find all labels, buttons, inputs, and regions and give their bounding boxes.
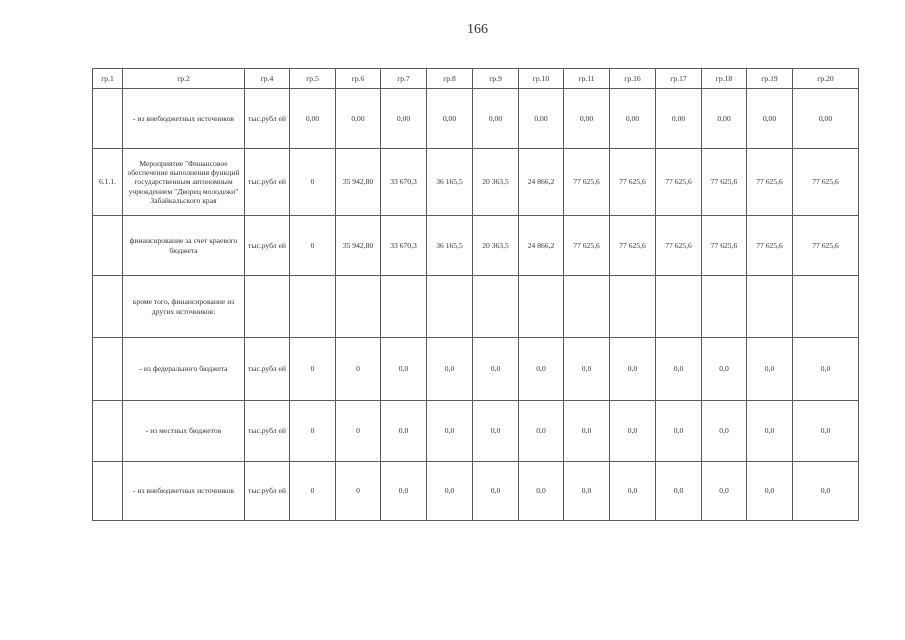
value-cell: 0,0 — [747, 462, 793, 521]
table-row — [93, 216, 859, 276]
table-row — [93, 462, 859, 521]
row-unit: тыс.рубл ей — [245, 462, 290, 521]
value-cell: 0,0 — [427, 338, 473, 401]
value-cell — [290, 276, 336, 338]
row-unit: тыс.рубл ей — [245, 338, 290, 401]
column-header: гр.6 — [336, 69, 381, 89]
value-cell: 0 — [290, 216, 336, 276]
value-cell: 0,0 — [519, 401, 564, 462]
value-cell: 77 625,6 — [747, 216, 793, 276]
value-cell: 0,0 — [381, 401, 427, 462]
value-cell: 0,0 — [702, 462, 747, 521]
value-cell: 77 625,6 — [793, 149, 859, 216]
value-cell: 0,00 — [381, 89, 427, 149]
row-name: - из местных бюджетов — [123, 401, 245, 462]
value-cell: 0,00 — [336, 89, 381, 149]
value-cell — [656, 276, 702, 338]
value-cell: 0 — [336, 462, 381, 521]
value-cell: 0,00 — [290, 89, 336, 149]
row-unit: тыс.рубл ей — [245, 149, 290, 216]
value-cell: 20 363,5 — [473, 216, 519, 276]
column-header: гр.10 — [519, 69, 564, 89]
table-row — [93, 89, 859, 149]
column-header: гр.9 — [473, 69, 519, 89]
row-unit: тыс.рубл ей — [245, 401, 290, 462]
value-cell: 0,0 — [381, 462, 427, 521]
value-cell — [793, 276, 859, 338]
value-cell: 24 866,2 — [519, 149, 564, 216]
page-number: 166 — [467, 22, 488, 37]
column-header: гр.18 — [702, 69, 747, 89]
value-cell: 0 — [336, 401, 381, 462]
value-cell: 0,0 — [427, 401, 473, 462]
value-cell — [702, 276, 747, 338]
row-number — [93, 89, 123, 149]
value-cell — [564, 276, 610, 338]
value-cell: 0,00 — [564, 89, 610, 149]
value-cell — [381, 276, 427, 338]
value-cell: 0,0 — [656, 401, 702, 462]
value-cell: 0,00 — [427, 89, 473, 149]
value-cell: 0,0 — [747, 401, 793, 462]
value-cell: 0,0 — [793, 462, 859, 521]
value-cell: 0,0 — [610, 401, 656, 462]
row-name: - из внебюджетных источников — [123, 89, 245, 149]
value-cell: 20 363,5 — [473, 149, 519, 216]
value-cell: 0,0 — [656, 338, 702, 401]
row-name: - из федерального бюджета — [123, 338, 245, 401]
value-cell: 36 165,5 — [427, 149, 473, 216]
value-cell: 0,00 — [793, 89, 859, 149]
table-row — [93, 149, 859, 216]
value-cell: 0,0 — [564, 401, 610, 462]
value-cell: 0,0 — [564, 462, 610, 521]
value-cell: 0,00 — [473, 89, 519, 149]
value-cell: 0 — [290, 462, 336, 521]
value-cell: 77 625,6 — [564, 216, 610, 276]
value-cell: 0,0 — [702, 401, 747, 462]
column-header: гр.5 — [290, 69, 336, 89]
value-cell: 77 625,6 — [702, 216, 747, 276]
column-header: гр.17 — [656, 69, 702, 89]
value-cell: 0,0 — [473, 338, 519, 401]
row-name: кроме того, финансирование из других источников: — [123, 276, 245, 338]
value-cell: 35 942,80 — [336, 216, 381, 276]
row-number — [93, 462, 123, 521]
value-cell — [427, 276, 473, 338]
column-header: гр.4 — [245, 69, 290, 89]
value-cell: 0,0 — [793, 401, 859, 462]
value-cell: 77 625,6 — [793, 216, 859, 276]
row-number: 6.1.1. — [93, 149, 123, 216]
value-cell: 0,00 — [519, 89, 564, 149]
row-unit: тыс.рубл ей — [245, 89, 290, 149]
value-cell: 0,0 — [793, 338, 859, 401]
value-cell: 0,0 — [702, 338, 747, 401]
table-row — [93, 276, 859, 338]
row-name: Мероприятие "Финансовое обеспечение выполнения функций государственным автономным учреждением "Дворец молодежи" Забайкальского края — [123, 149, 245, 216]
value-cell: 0,00 — [702, 89, 747, 149]
value-cell: 0,0 — [564, 338, 610, 401]
value-cell: 77 625,6 — [656, 216, 702, 276]
row-number — [93, 338, 123, 401]
column-header: гр.19 — [747, 69, 793, 89]
value-cell: 35 942,80 — [336, 149, 381, 216]
value-cell: 33 670,3 — [381, 149, 427, 216]
column-header: гр.16 — [610, 69, 656, 89]
row-number — [93, 401, 123, 462]
value-cell: 0,00 — [747, 89, 793, 149]
value-cell: 33 670,3 — [381, 216, 427, 276]
value-cell: 0 — [290, 338, 336, 401]
value-cell: 0,0 — [473, 462, 519, 521]
value-cell: 0,0 — [473, 401, 519, 462]
column-header: гр.8 — [427, 69, 473, 89]
value-cell: 24 866,2 — [519, 216, 564, 276]
value-cell: 0 — [290, 401, 336, 462]
row-name: финансирование за счет краевого бюджета — [123, 216, 245, 276]
value-cell: 0 — [290, 149, 336, 216]
value-cell — [610, 276, 656, 338]
table-row — [93, 401, 859, 462]
column-header: гр.2 — [123, 69, 245, 89]
value-cell: 0,0 — [381, 338, 427, 401]
value-cell: 77 625,6 — [610, 216, 656, 276]
value-cell: 0,00 — [656, 89, 702, 149]
table-row — [93, 338, 859, 401]
value-cell: 77 625,6 — [610, 149, 656, 216]
value-cell — [519, 276, 564, 338]
value-cell: 0,0 — [610, 338, 656, 401]
value-cell: 36 165,5 — [427, 216, 473, 276]
value-cell: 77 625,6 — [656, 149, 702, 216]
value-cell: 0,0 — [519, 462, 564, 521]
column-header: гр.11 — [564, 69, 610, 89]
value-cell: 0 — [336, 338, 381, 401]
value-cell: 0,0 — [427, 462, 473, 521]
value-cell: 77 625,6 — [702, 149, 747, 216]
value-cell — [473, 276, 519, 338]
value-cell: 77 625,6 — [747, 149, 793, 216]
value-cell: 0,0 — [519, 338, 564, 401]
value-cell — [336, 276, 381, 338]
header-row — [93, 69, 859, 89]
value-cell: 0,0 — [747, 338, 793, 401]
row-name: - из внебюджетных источников — [123, 462, 245, 521]
column-header: гр.1 — [93, 69, 123, 89]
column-header: гр.20 — [793, 69, 859, 89]
row-number — [93, 216, 123, 276]
column-header: гр.7 — [381, 69, 427, 89]
value-cell: 0,0 — [656, 462, 702, 521]
row-unit — [245, 276, 290, 338]
value-cell: 0,0 — [610, 462, 656, 521]
row-unit: тыс.рубл ей — [245, 216, 290, 276]
row-number — [93, 276, 123, 338]
budget-table — [92, 68, 859, 521]
value-cell: 77 625,6 — [564, 149, 610, 216]
value-cell: 0,00 — [610, 89, 656, 149]
value-cell — [747, 276, 793, 338]
